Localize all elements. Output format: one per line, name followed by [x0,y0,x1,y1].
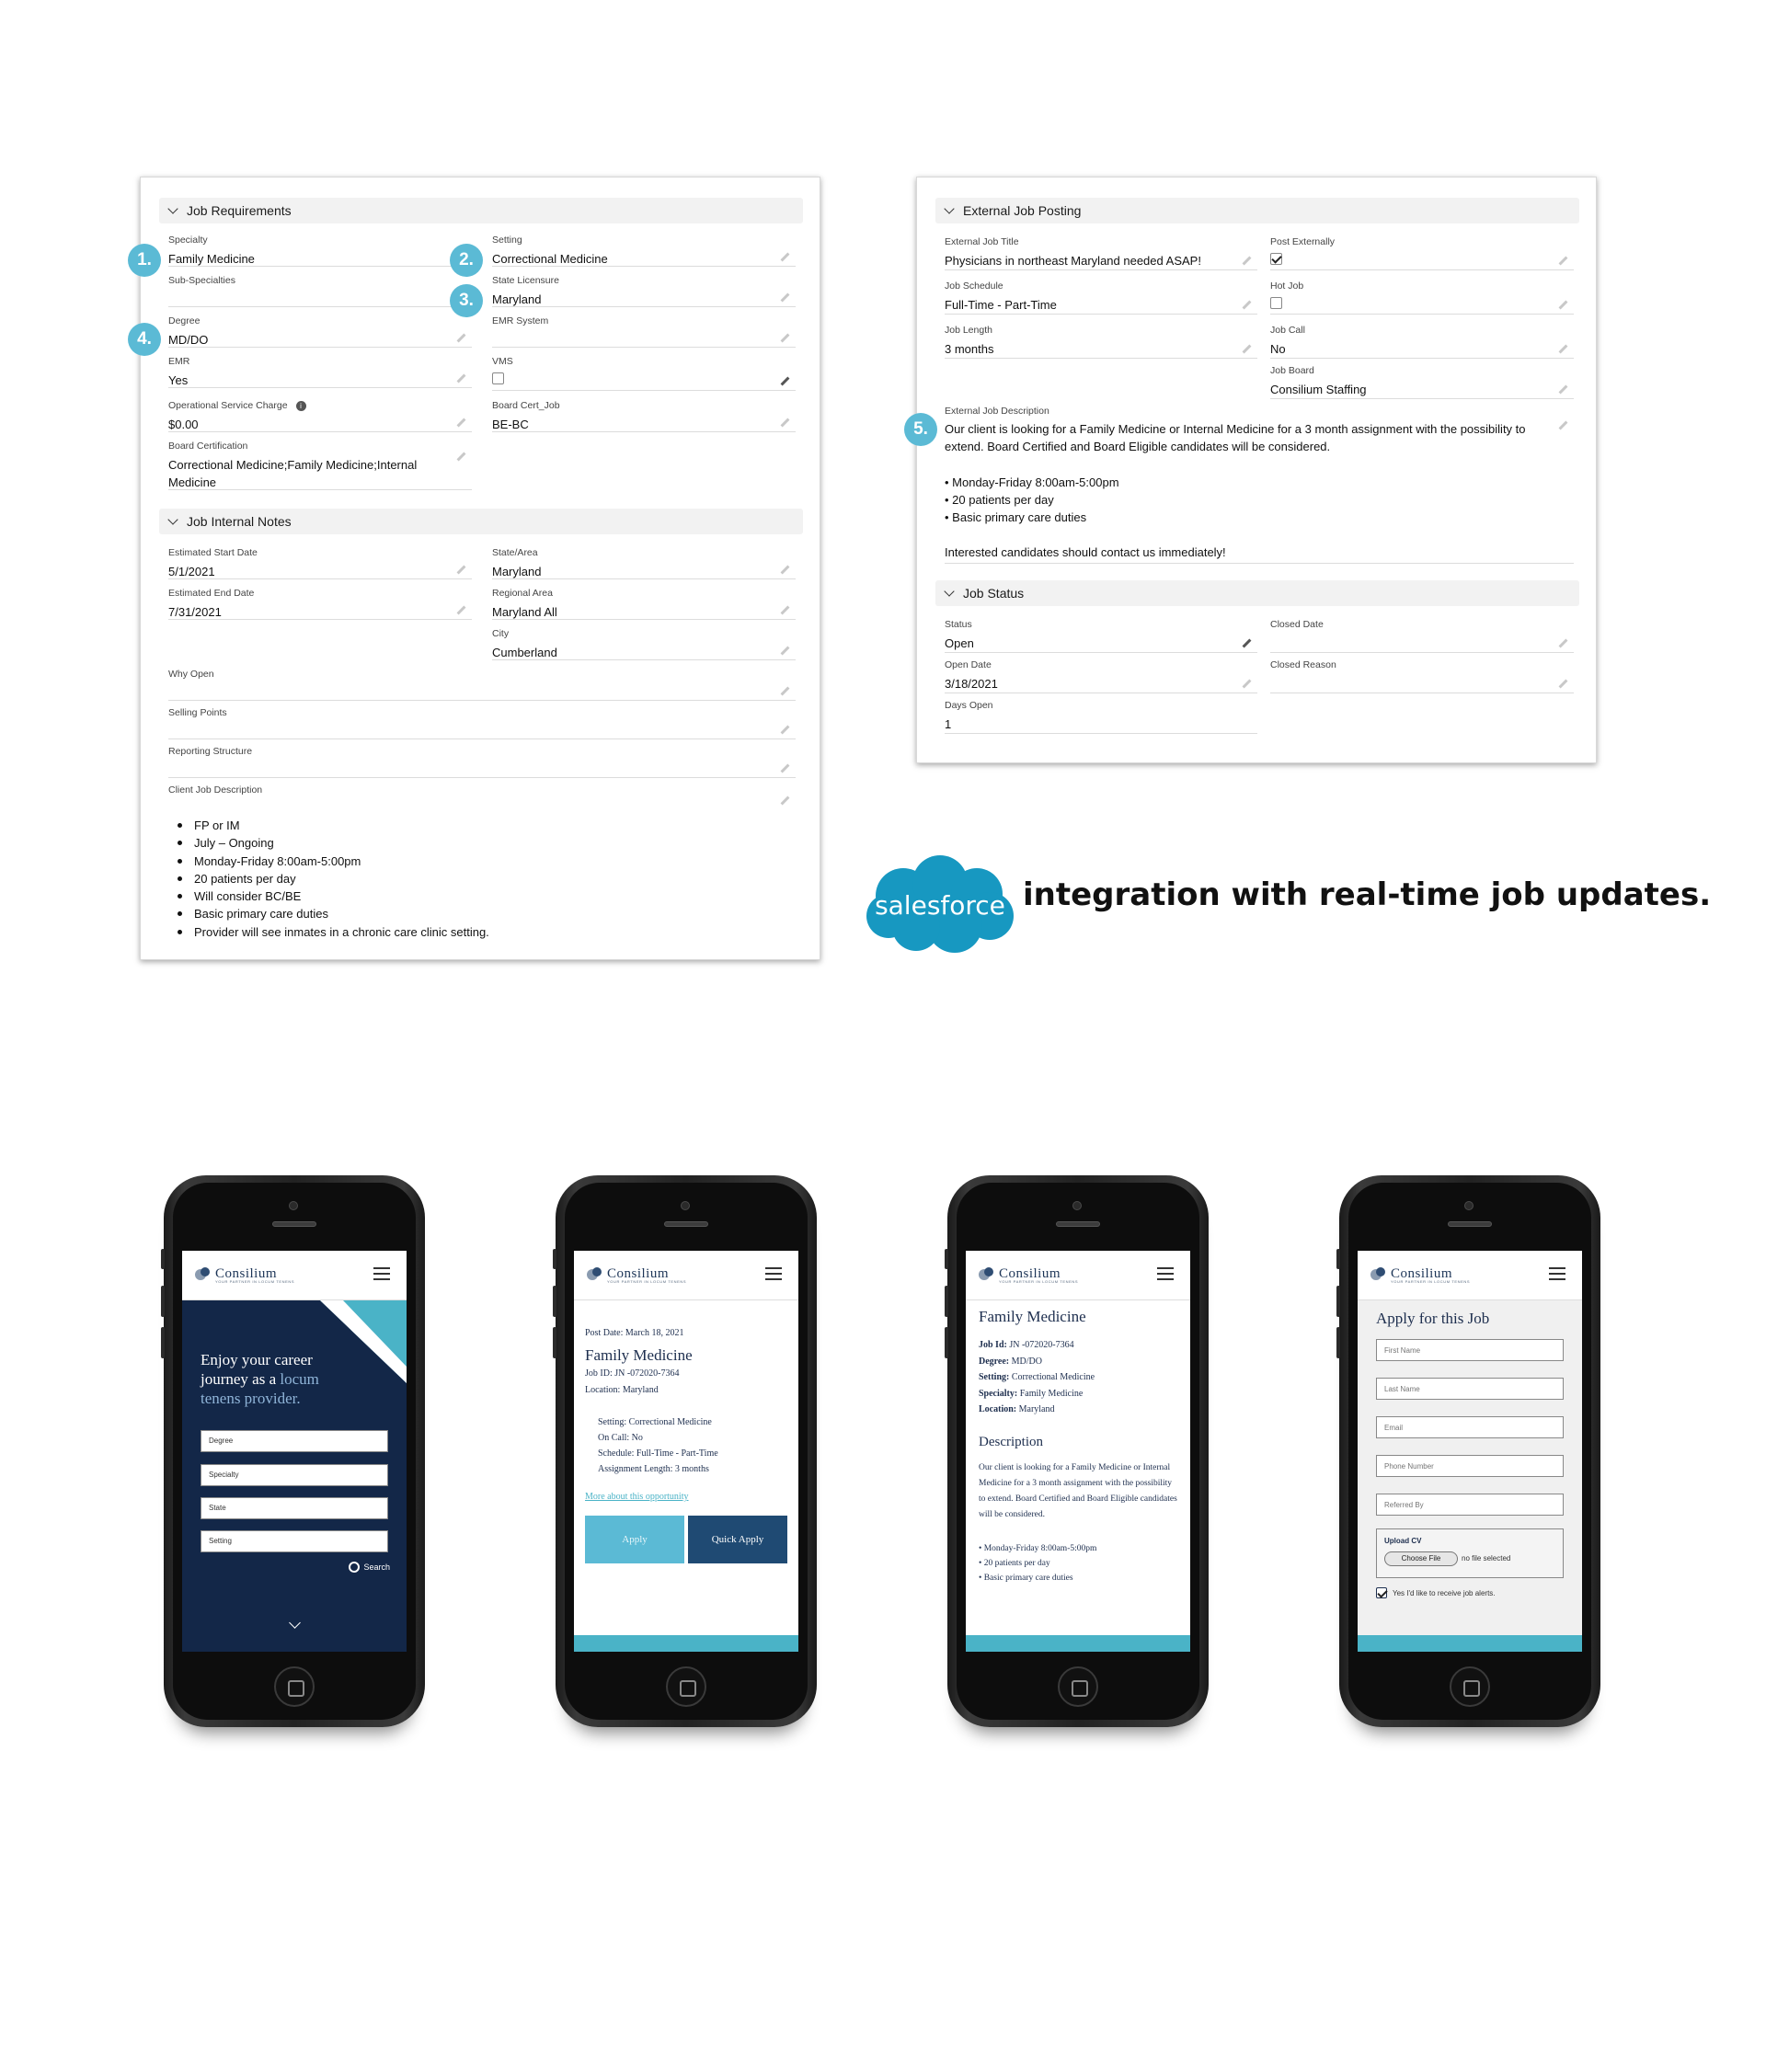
brand-name: Consilium [1391,1265,1453,1281]
callout-badge-3: 3. [450,284,483,317]
degree-field[interactable] [168,314,472,348]
external-job-title-field[interactable] [945,235,1257,270]
chevron-down-icon [943,204,956,217]
field-label: Operational Service Charge i [168,400,472,411]
detail-key: Job Id: [979,1340,1007,1350]
speaker-icon [272,1221,316,1227]
detail-key: Specialty: [979,1388,1018,1399]
search-button[interactable] [349,1562,390,1573]
salesforce-logo [863,850,1017,958]
field-label: Regional Area [492,588,553,599]
field-label: External Job Description [945,406,1049,417]
hero-line: Enjoy your career [201,1351,313,1368]
field-value: Maryland All [492,605,557,619]
phone-job-listing [556,1175,817,1727]
field-label: Why Open [168,669,214,680]
list-item: July – Ongoing [174,834,489,852]
list-item: Assignment Length: 3 months [598,1464,709,1474]
client-description-list [174,817,489,941]
list-item: Provider will see inmates in a chronic care clinic setting. [174,923,489,941]
field-label: Board Certification [168,441,248,452]
description-bullets [979,1541,1096,1585]
speaker-icon [1056,1221,1100,1227]
section-title: Job Status [963,586,1025,601]
field-value: Cumberland [492,646,557,659]
apply-title: Apply for this Job [1376,1310,1490,1327]
job-alerts-option[interactable] [1376,1587,1496,1598]
status-field[interactable] [945,617,1257,653]
description-closing: Interested candidates should contact us immediately! [945,545,1226,559]
edit-pencil-icon[interactable] [1559,639,1568,648]
post-externally-field[interactable] [1270,235,1574,270]
field-label: EMR [168,356,190,367]
field-label: Sub-Specialties [168,275,235,286]
days-open-field[interactable] [945,698,1257,734]
section-title: External Job Posting [963,203,1082,218]
field-value: BE-BC [492,418,529,431]
why-open-field[interactable] [168,667,796,701]
home-button-icon[interactable] [274,1666,315,1707]
state-area-field[interactable] [492,545,796,579]
service-charge-field[interactable] [168,398,472,432]
brand-name: Consilium [607,1265,670,1281]
integration-tagline: integration with real-time job updates. [1023,876,1712,913]
field-label: State Licensure [492,275,559,286]
job-record-card [137,177,820,960]
field-value: No [1270,342,1286,356]
reporting-structure-field[interactable] [168,744,796,778]
field-value: 5/1/2021 [168,565,215,578]
field-label: Specialty [168,235,208,246]
callout-badge-2: 2. [450,244,483,277]
selling-points-field[interactable] [168,705,796,739]
home-button-icon[interactable] [666,1666,706,1707]
apply-screen [1358,1251,1582,1652]
job-board-field[interactable] [1270,363,1574,399]
brand-tagline: YOUR PARTNER IN LOCUM TENENS [999,1279,1079,1284]
detail-value: JN -072020-7364 [1006,1340,1074,1350]
edit-pencil-icon[interactable] [1559,301,1568,310]
field-value: MD/DO [168,333,209,347]
phone-job-detail [947,1175,1209,1727]
field-value: 1 [945,717,952,731]
logo-mark-icon [587,1265,603,1282]
speaker-icon [664,1221,708,1227]
vms-checkbox[interactable] [492,372,504,384]
detail-row [979,1337,1095,1354]
site-header [574,1251,798,1300]
footer-bar [966,1635,1190,1652]
vms-field[interactable] [492,354,796,391]
first-name-input[interactable] [1376,1339,1564,1361]
footer-bar [574,1635,798,1652]
last-name-input[interactable] [1376,1378,1564,1400]
speaker-icon [1448,1221,1492,1227]
edit-pencil-icon[interactable] [1559,680,1568,689]
closed-date-field[interactable] [1270,617,1574,653]
job-title: Family Medicine [979,1308,1086,1325]
edit-pencil-icon[interactable] [781,726,790,735]
field-value: Family Medicine [168,252,255,266]
email-input[interactable] [1376,1416,1564,1438]
external-job-description-field[interactable] [945,404,1574,564]
upload-cv-box [1376,1528,1564,1578]
phone-number-input[interactable] [1376,1455,1564,1477]
brand-tagline: YOUR PARTNER IN LOCUM TENENS [215,1279,295,1284]
phone-apply-form [1339,1175,1600,1727]
post-date: Post Date: March 18, 2021 [585,1328,684,1338]
state-select[interactable]: State [201,1497,388,1519]
edit-pencil-icon[interactable] [781,687,790,696]
job-title: Family Medicine [585,1346,693,1364]
quick-apply-button[interactable]: Quick Apply [688,1516,787,1563]
more-about-link[interactable]: More about this opportunity [585,1492,689,1502]
job-call-field[interactable] [1270,323,1574,359]
job-details [979,1337,1095,1418]
search-icon [349,1562,360,1573]
specialty-field[interactable] [168,233,472,267]
list-item: • Monday-Friday 8:00am-5:00pm [979,1544,1097,1553]
consilium-logo[interactable] [195,1265,295,1284]
brand-tagline: YOUR PARTNER IN LOCUM TENENS [607,1279,687,1284]
section-title: Job Requirements [187,203,292,218]
list-item: 20 patients per day [174,870,489,887]
description-text: Our client is looking for a Family Medicine or Internal Medicine for a 3 month assignment with the possibility to extend. Board Certified and Board Eligible candidates will be considered. [945,422,1526,453]
consilium-logo[interactable] [587,1265,687,1284]
camera-icon [289,1201,298,1210]
est-start-date-field[interactable] [168,545,472,579]
detail-key: Setting: [979,1372,1010,1382]
phone-home [164,1175,425,1727]
hamburger-menu-icon[interactable] [1157,1267,1174,1280]
detail-value: Correctional Medicine [1009,1372,1095,1382]
brand-tagline: YOUR PARTNER IN LOCUM TENENS [1391,1279,1471,1284]
city-field[interactable] [492,626,796,660]
sub-specialties-field[interactable] [168,273,472,307]
consilium-logo[interactable] [979,1265,1079,1284]
field-value: Consilium Staffing [1270,383,1367,396]
job-schedule-field[interactable] [945,279,1257,315]
callout-badge-4: 4. [128,323,161,356]
list-item: Monday-Friday 8:00am-5:00pm [174,853,489,870]
detail-key: Location: [979,1404,1017,1414]
field-value: $0.00 [168,418,199,431]
description-heading: Description [979,1435,1043,1449]
brand-name: Consilium [999,1265,1061,1281]
field-label: Closed Date [1270,619,1324,630]
logo-mark-icon [195,1265,212,1282]
hot-job-checkbox[interactable] [1270,297,1282,309]
home-button-icon[interactable] [1058,1666,1098,1707]
field-label: Hot Job [1270,280,1304,292]
field-value: Physicians in northeast Maryland needed ASAP! [945,254,1201,268]
logo-mark-icon [1370,1265,1387,1282]
field-value: Correctional Medicine;Family Medicine;Internal Medicine [168,458,418,489]
field-value: 3 months [945,342,994,356]
edit-pencil-icon[interactable] [781,764,790,773]
field-label: Status [945,619,972,630]
footer-bar [1358,1635,1582,1652]
hamburger-menu-icon[interactable] [373,1267,390,1280]
camera-icon [1464,1201,1474,1210]
hot-job-field[interactable] [1270,279,1574,315]
description-bullet: • Monday-Friday 8:00am-5:00pm [945,475,1119,489]
closed-reason-field[interactable] [1270,658,1574,693]
referred-by-input[interactable] [1376,1494,1564,1516]
section-external-job-posting[interactable] [935,198,1579,223]
field-label: VMS [492,356,513,367]
field-label: Reporting Structure [168,746,253,757]
emr-system-field[interactable] [492,314,796,348]
job-posting-card [913,177,1597,763]
field-label: Selling Points [168,707,227,718]
detail-row [979,1354,1095,1370]
no-file-text: no file selected [1462,1554,1511,1563]
degree-select[interactable]: Degree [201,1430,388,1452]
detail-key: Degree: [979,1356,1010,1367]
detail-value: MD/DO [1009,1356,1042,1367]
list-item: Schedule: Full-Time - Part-Time [598,1448,718,1459]
field-value: 7/31/2021 [168,605,222,619]
hamburger-menu-icon[interactable] [1549,1267,1565,1280]
list-item: FP or IM [174,817,489,834]
post-externally-checkbox[interactable] [1270,253,1282,265]
job-detail-screen [966,1251,1190,1652]
upload-cv-label: Upload CV [1384,1537,1422,1545]
client-job-description-field[interactable] [168,783,796,817]
setting-field[interactable] [492,233,796,267]
site-header [1358,1251,1582,1300]
search-label: Search [363,1563,390,1572]
logo-mark-icon [979,1265,995,1282]
state-licensure-field[interactable] [492,273,796,307]
chevron-down-icon [166,204,179,217]
field-label: Days Open [945,700,993,711]
regional-area-field[interactable] [492,586,796,620]
consilium-logo[interactable] [1370,1265,1471,1284]
board-cert-job-field[interactable] [492,398,796,432]
camera-icon [681,1201,690,1210]
hero-line: journey as a [201,1370,281,1388]
field-value: Maryland [492,565,542,578]
field-label: Closed Reason [1270,659,1336,670]
field-label: Job Call [1270,325,1305,336]
open-date-field[interactable] [945,658,1257,693]
edit-pencil-icon[interactable] [1559,421,1568,430]
edit-pencil-icon[interactable] [781,377,790,386]
list-item: Setting: Correctional Medicine [598,1417,712,1427]
detail-row [979,1386,1095,1402]
apply-button[interactable]: Apply [585,1516,684,1563]
hero-highlight: locum [280,1370,319,1388]
emr-field[interactable] [168,354,472,388]
hero-line: tenens provider. [201,1390,301,1407]
description-text: Our client is looking for a Family Medicine or Internal Medicine for a 3 month assignment with the possibility to extend. Board Certified and Board Eligible candidates will be considered. [979,1463,1177,1519]
section-title: Job Internal Notes [187,514,292,529]
section-job-internal-notes[interactable] [159,509,803,534]
field-label: Job Schedule [945,280,1003,292]
list-item: • Basic primary care duties [979,1574,1073,1583]
description-bullet: • Basic primary care duties [945,510,1087,524]
field-label: Job Length [945,325,992,336]
salesforce-logo-text: salesforce [875,890,1005,921]
edit-pencil-icon[interactable] [457,452,466,462]
job-summary-list [587,1414,718,1477]
job-alerts-checkbox[interactable] [1376,1587,1387,1598]
detail-row [979,1369,1095,1386]
field-value: Yes [168,373,189,387]
home-button-icon[interactable] [1450,1666,1490,1707]
field-label: EMR System [492,315,549,326]
field-label: Board Cert_Job [492,400,560,411]
field-label: Open Date [945,659,992,670]
chevron-down-icon [166,515,179,528]
section-job-status[interactable] [935,580,1579,606]
site-header [182,1251,407,1300]
field-value: Maryland [492,292,542,306]
field-label: Estimated Start Date [168,547,258,558]
hamburger-menu-icon[interactable] [765,1267,782,1280]
specialty-select[interactable]: Specialty [201,1464,388,1486]
callout-badge-5: 5. [904,413,937,446]
job-listing-screen [574,1251,798,1652]
list-item: Basic primary care duties [174,905,489,922]
field-label: Client Job Description [168,784,263,796]
edit-pencil-icon[interactable] [781,796,790,806]
field-label: City [492,628,510,639]
list-item: • 20 patients per day [979,1559,1050,1568]
field-label: Job Board [1270,365,1314,376]
job-length-field[interactable] [945,323,1257,359]
edit-pencil-icon[interactable] [1559,257,1568,266]
callout-badge-1: 1. [128,244,161,277]
list-item: On Call: No [598,1433,643,1443]
field-label: State/Area [492,547,538,558]
field-value: Correctional Medicine [492,252,608,266]
est-end-date-field[interactable] [168,586,472,620]
field-value: Full-Time - Part-Time [945,298,1057,312]
setting-select[interactable]: Setting [201,1530,388,1552]
detail-value: Maryland [1016,1404,1055,1414]
board-certification-field[interactable] [168,439,472,490]
field-value: 3/18/2021 [945,677,998,691]
choose-file-button[interactable]: Choose File [1384,1551,1458,1566]
field-label: Setting [492,235,522,246]
section-job-requirements[interactable] [159,198,803,223]
chevron-down-icon [943,587,956,600]
list-item: Will consider BC/BE [174,887,489,905]
brand-name: Consilium [215,1265,278,1281]
description-bullet: • 20 patients per day [945,493,1054,507]
home-screen [182,1251,407,1652]
detail-row [979,1402,1095,1418]
field-label: External Job Title [945,236,1019,247]
job-id: Job ID: JN -072020-7364 [585,1368,680,1379]
detail-value: Family Medicine [1017,1388,1084,1399]
site-header [966,1251,1190,1300]
field-value: Open [945,636,974,650]
hero-headline [201,1350,319,1408]
info-icon[interactable]: i [296,401,306,411]
job-location: Location: Maryland [585,1385,659,1395]
field-label: Estimated End Date [168,588,255,599]
job-alerts-label: Yes I'd like to receive job alerts. [1393,1588,1496,1597]
field-label: Post Externally [1270,236,1336,247]
edit-pencil-icon[interactable] [781,334,790,343]
camera-icon [1072,1201,1082,1210]
field-label: Degree [168,315,201,326]
